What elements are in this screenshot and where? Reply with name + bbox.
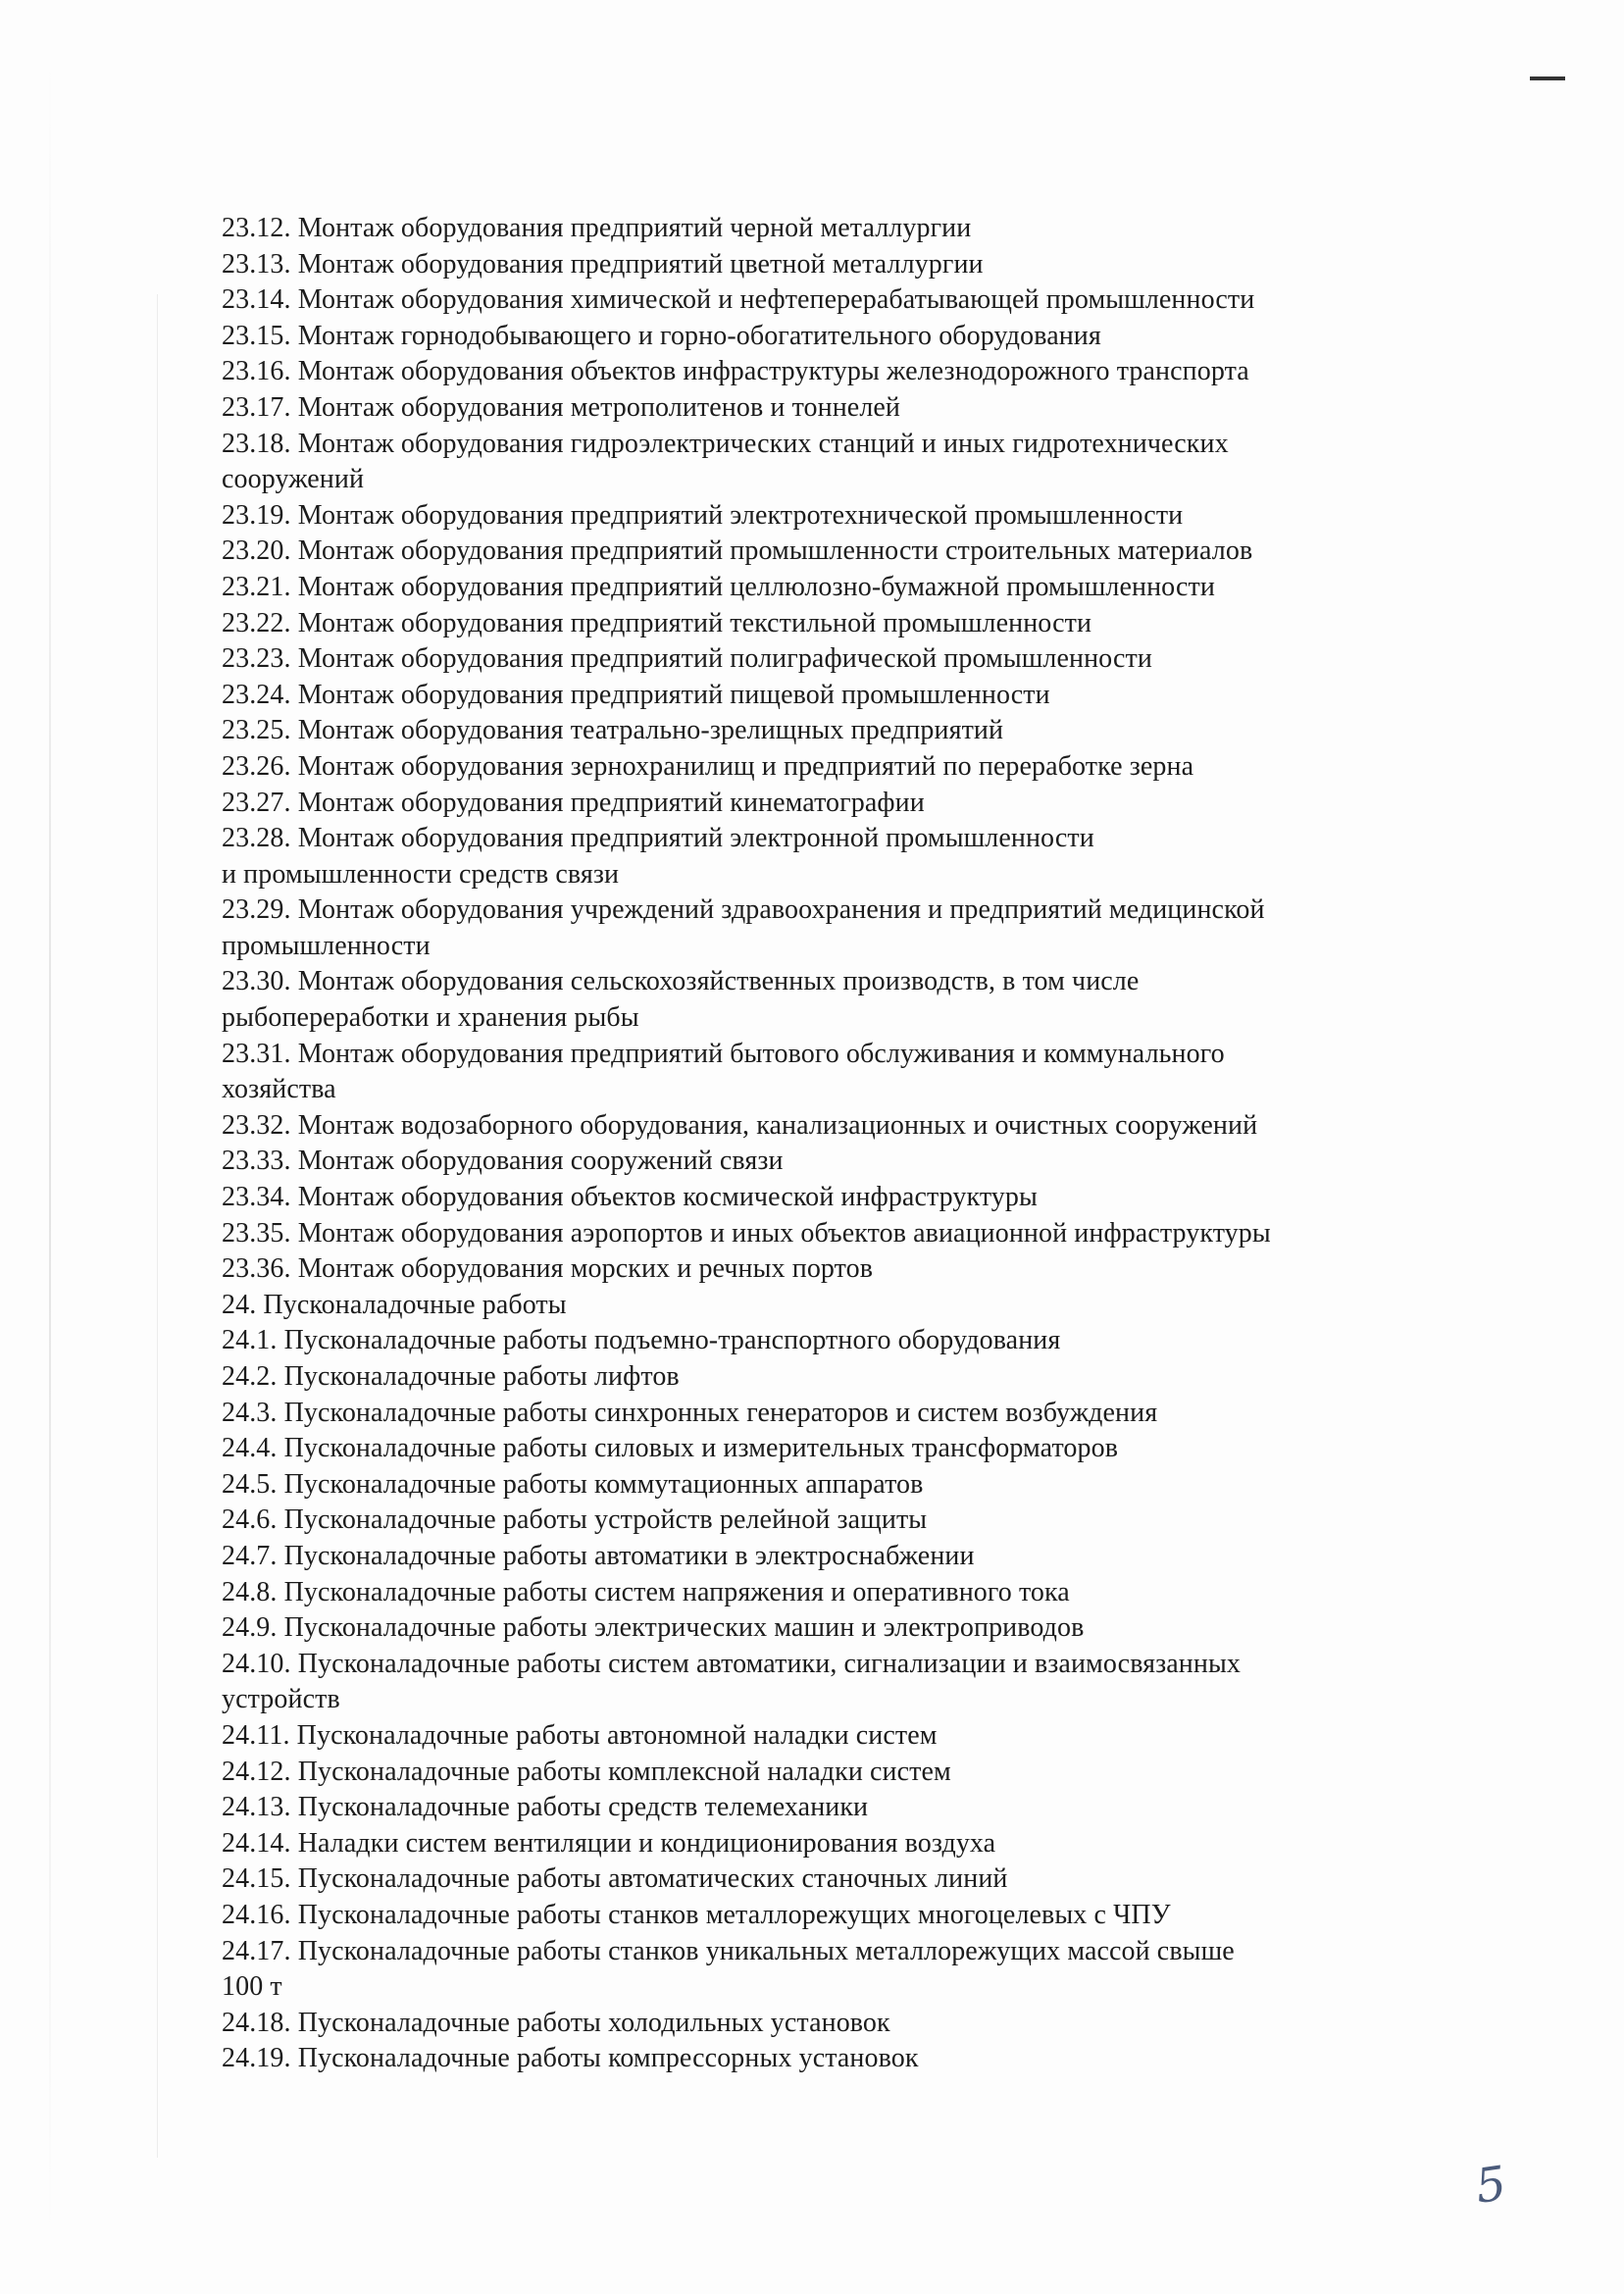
document-line: 24.3. Пусконаладочные работы синхронных генераторов и систем возбуждения <box>222 1397 1158 1428</box>
document-line: 23.28. Монтаж оборудования предприятий электронной промышленности <box>222 823 1094 854</box>
document-line: 23.32. Монтаж водозаборного оборудования, канализационных и очистных сооружений <box>222 1109 1258 1141</box>
document-line: 23.35. Монтаж оборудования аэропортов и иных объектов авиационной инфраструктуры <box>222 1217 1271 1249</box>
document-line: 23.29. Монтаж оборудования учреждений здравоохранения и предприятий медицинской <box>222 894 1265 926</box>
document-line: 23.16. Монтаж оборудования объектов инфраструктуры железнодорожного транспорта <box>222 356 1249 387</box>
scan-edge-shadow <box>49 59 51 2236</box>
document-line: 24.8. Пусконаладочные работы систем напряжения и оперативного тока <box>222 1576 1070 1607</box>
document-line: 23.33. Монтаж оборудования сооружений связи <box>222 1146 784 1177</box>
document-line: 24.11. Пусконаладочные работы автономной наладки систем <box>222 1719 938 1751</box>
document-line: 23.27. Монтаж оборудования предприятий кинематографии <box>222 787 925 818</box>
document-line: 23.26. Монтаж оборудования зернохранилищ и предприятий по переработке зерна <box>222 750 1194 782</box>
handwritten-page-number: 5 <box>1472 2156 1510 2215</box>
document-line: 24.9. Пусконаладочные работы электрических машин и электроприводов <box>222 1612 1085 1644</box>
document-line: 23.20. Монтаж оборудования предприятий промышленности строительных материалов <box>222 535 1253 567</box>
document-line: хозяйства <box>222 1074 336 1105</box>
document-line: 24.16. Пусконаладочные работы станков металлорежущих многоцелевых с ЧПУ <box>222 1899 1171 1930</box>
document-line: и промышленности средств связи <box>222 858 620 890</box>
document-line: 23.15. Монтаж горнодобывающего и горно-обогатительного оборудования <box>222 320 1101 351</box>
document-line: 24.18. Пусконаладочные работы холодильных установок <box>222 2007 890 2038</box>
document-line: 23.31. Монтаж оборудования предприятий бытового обслуживания и коммунального <box>222 1038 1225 1069</box>
document-line: устройств <box>222 1684 340 1715</box>
document-line: 23.17. Монтаж оборудования метрополитенов и тоннелей <box>222 391 901 423</box>
document-line: 24.12. Пусконаладочные работы комплексной наладки систем <box>222 1756 951 1787</box>
document-line: 24.4. Пусконаладочные работы силовых и измерительных трансформаторов <box>222 1433 1119 1464</box>
document-line: 24.17. Пусконаладочные работы станков уникальных металлорежущих массой свыше <box>222 1935 1235 1966</box>
document-line: 23.30. Монтаж оборудования сельскохозяйственных производств, в том числе <box>222 966 1140 997</box>
document-line: 24.19. Пусконаладочные работы компрессорных установок <box>222 2043 919 2074</box>
document-line: 24.6. Пусконаладочные работы устройств релейной защиты <box>222 1504 928 1536</box>
document-line: 24.5. Пусконаладочные работы коммутационных аппаратов <box>222 1468 924 1500</box>
document-line: 23.22. Монтаж оборудования предприятий текстильной промышленности <box>222 607 1092 638</box>
document-body <box>222 211 1418 2077</box>
document-line: 23.23. Монтаж оборудования предприятий полиграфической промышленности <box>222 643 1152 675</box>
document-line: 23.18. Монтаж оборудования гидроэлектрических станций и иных гидротехнических <box>222 428 1229 459</box>
document-line: 23.21. Монтаж оборудования предприятий целлюлозно-бумажной промышленности <box>222 571 1215 602</box>
document-line: 24.7. Пусконаладочные работы автоматики в электроснабжении <box>222 1540 975 1571</box>
document-line: 23.13. Монтаж оборудования предприятий цветной металлургии <box>222 248 984 280</box>
scan-edge-shadow-inner <box>157 294 158 2158</box>
document-line: 24.2. Пусконаладочные работы лифтов <box>222 1361 680 1392</box>
document-line: 23.19. Монтаж оборудования предприятий электротехнической промышленности <box>222 499 1184 531</box>
document-line: 24.13. Пусконаладочные работы средств телемеханики <box>222 1792 869 1823</box>
document-line: рыбопереработки и хранения рыбы <box>222 1002 639 1034</box>
top-dash-mark <box>1530 76 1565 80</box>
document-line: 24.10. Пусконаладочные работы систем автоматики, сигнализации и взаимосвязанных <box>222 1648 1241 1679</box>
document-line: 24.1. Пусконаладочные работы подъемно-транспортного оборудования <box>222 1325 1061 1356</box>
document-line: 23.36. Монтаж оборудования морских и речных портов <box>222 1253 874 1285</box>
document-line: сооружений <box>222 464 365 495</box>
document-line: 24. Пусконаладочные работы <box>222 1289 567 1320</box>
document-line: 24.14. Наладки систем вентиляции и кондиционирования воздуха <box>222 1827 996 1859</box>
document-line: 23.24. Монтаж оборудования предприятий пищевой промышленности <box>222 679 1050 710</box>
document-line: 23.34. Монтаж оборудования объектов космической инфраструктуры <box>222 1182 1038 1213</box>
document-line: промышленности <box>222 930 431 961</box>
document-line: 23.12. Монтаж оборудования предприятий черной металлургии <box>222 213 972 243</box>
document-line: 24.15. Пусконаладочные работы автоматических станочных линий <box>222 1863 1008 1895</box>
document-line: 23.25. Монтаж оборудования театрально-зрелищных предприятий <box>222 715 1004 746</box>
document-line: 23.14. Монтаж оборудования химической и нефтеперерабатывающей промышленности <box>222 284 1255 316</box>
document-line: 100 т <box>222 1971 282 2003</box>
